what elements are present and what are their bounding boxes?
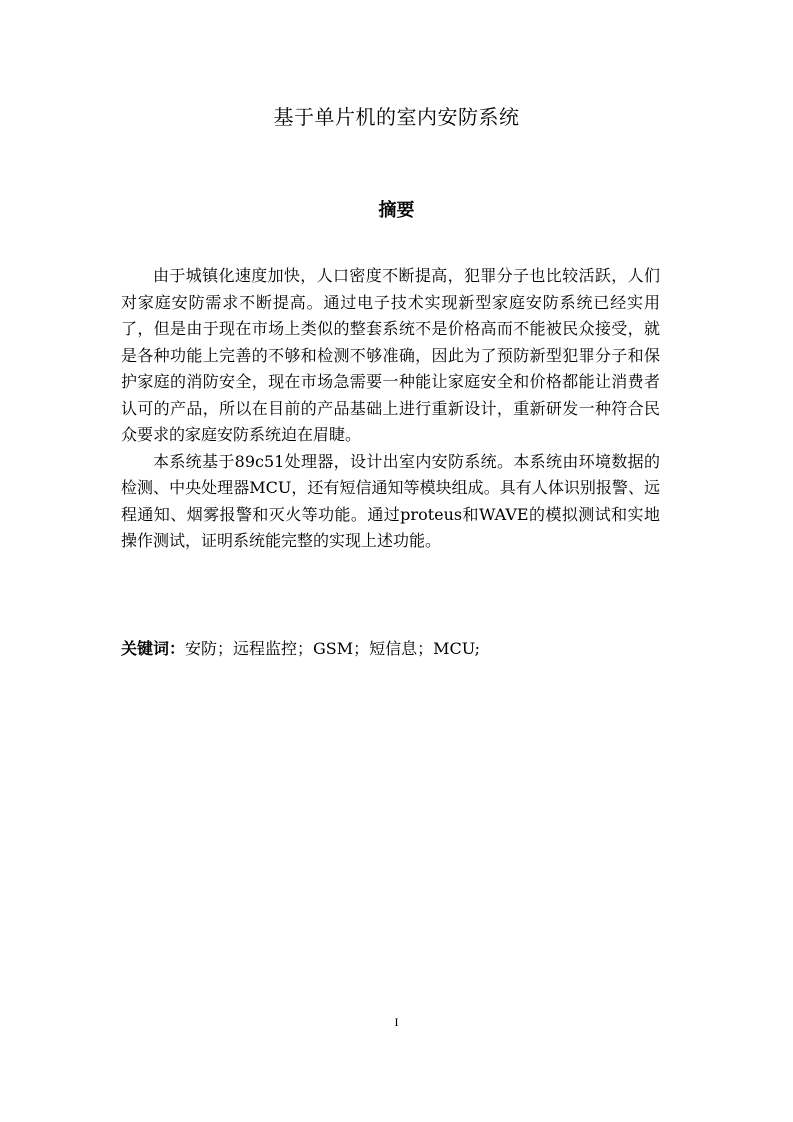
abstract-paragraph-2: 本系统基于89c51处理器，设计出室内安防系统。本系统由环境数据的检测、中央处理器MCU，还有短信通知等模块组成。具有人体识别报警、远程通知、烟雾报警和灭火等功能。通过proteus和WAVE的模拟测试和实地操作测试，证明系统能完整的实现上述功能。 xyxy=(121,451,660,550)
keywords-text: 安防；远程监控；GSM；短信息；MCU; xyxy=(185,639,481,658)
keywords-label: 关键词： xyxy=(121,639,186,658)
abstract-heading: 摘要 xyxy=(378,200,415,221)
abstract-body xyxy=(121,263,660,555)
page-number: I xyxy=(394,1015,399,1029)
document-title: 基于单片机的室内安防系统 xyxy=(273,105,520,129)
keywords-line xyxy=(121,636,681,662)
abstract-paragraph-1: 由于城镇化速度加快，人口密度不断提高，犯罪分子也比较活跃，人们对家庭安防需求不断提高。通过电子技术实现新型家庭安防系统已经实用了，但是由于现在市场上类似的整套系统不是价格高而不能被民众接受，就是各种功能上完善的不够和检测不够准确，因此为了预防新型犯罪分子和保护家庭的消防安全，现在市场急需要一种能让家庭安全和价格都能让消费者认可的产品，所以在目前的产品基础上进行重新设计，重新研发一种符合民众要求的家庭安防系统迫在眉睫。 xyxy=(121,266,660,444)
